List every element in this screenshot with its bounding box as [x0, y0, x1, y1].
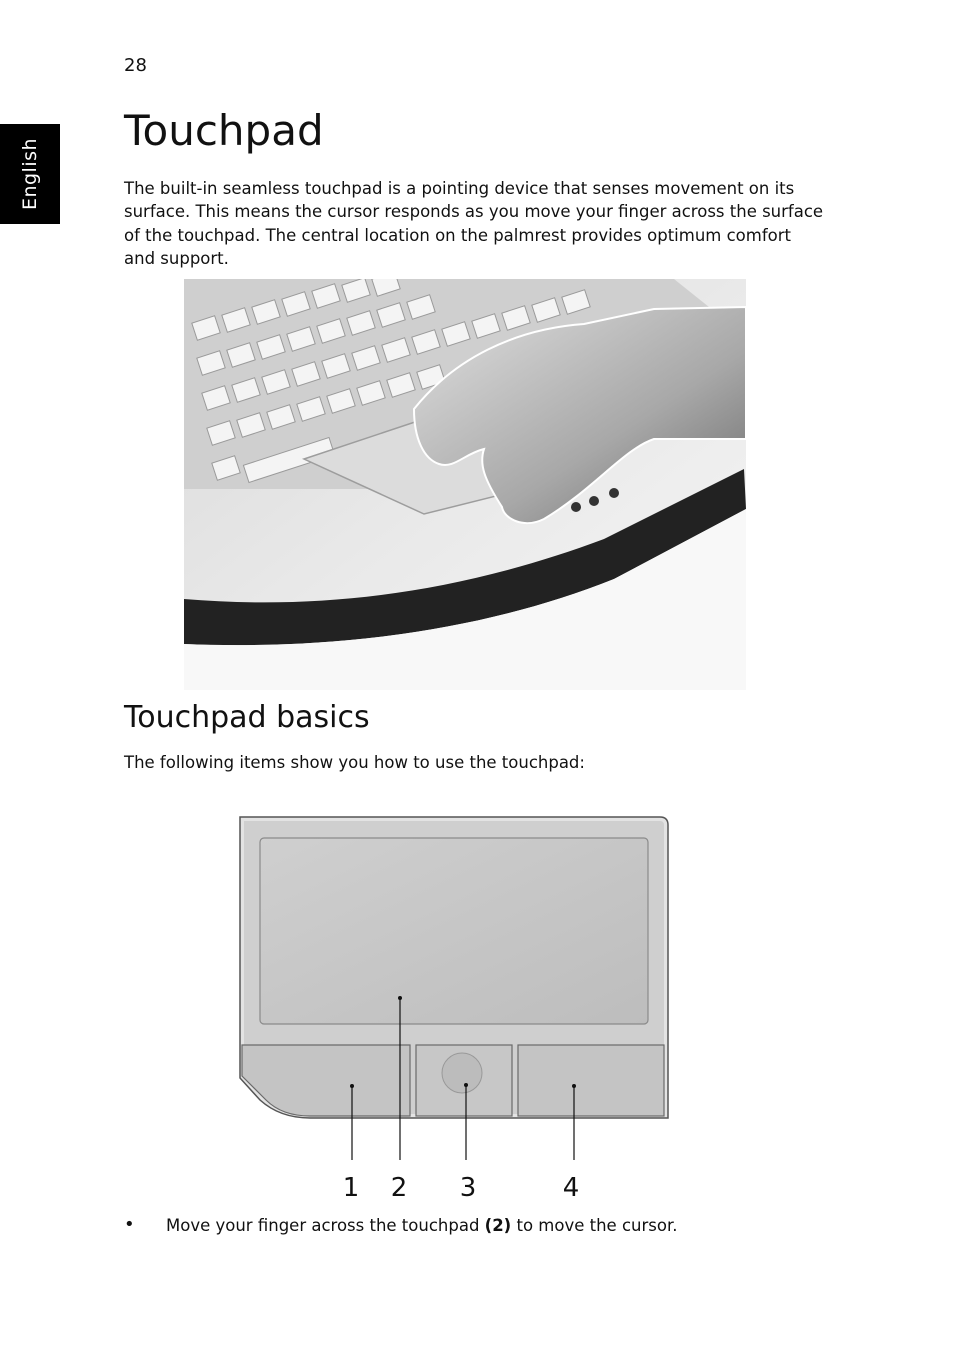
section-title: Touchpad basics: [124, 700, 370, 735]
callout-2: 2: [390, 1173, 408, 1203]
callout-1: 1: [342, 1173, 360, 1203]
callout-4: 4: [562, 1173, 580, 1203]
language-side-tab-label: English: [19, 137, 41, 211]
laptop-touchpad-photo: [184, 279, 746, 690]
touchpad-surface: [260, 838, 648, 1024]
bullet-item: [166, 1216, 677, 1235]
callout-3: 3: [459, 1173, 477, 1203]
page-number: 28: [124, 55, 147, 76]
scroll-key-circle: [442, 1053, 482, 1093]
bullet-text-after: to move the cursor.: [511, 1216, 678, 1235]
bullet-marker: •: [124, 1214, 135, 1235]
touchpad-diagram: [230, 810, 680, 1210]
bullet-ref: (2): [484, 1216, 512, 1235]
right-click-button: [518, 1045, 664, 1116]
bullet-text-before: Move your finger across the touchpad: [166, 1216, 485, 1235]
section-intro: The following items show you how to use the touchpad:: [124, 753, 585, 772]
page-title: Touchpad: [124, 106, 324, 155]
language-side-tab: [0, 124, 60, 224]
intro-paragraph: The built-in seamless touchpad is a pointing device that senses movement on its surface. This means the cursor responds as you move your finger across the surface of the touchpad. The central location on the palmrest provides optimum comfort and support.: [124, 179, 824, 268]
